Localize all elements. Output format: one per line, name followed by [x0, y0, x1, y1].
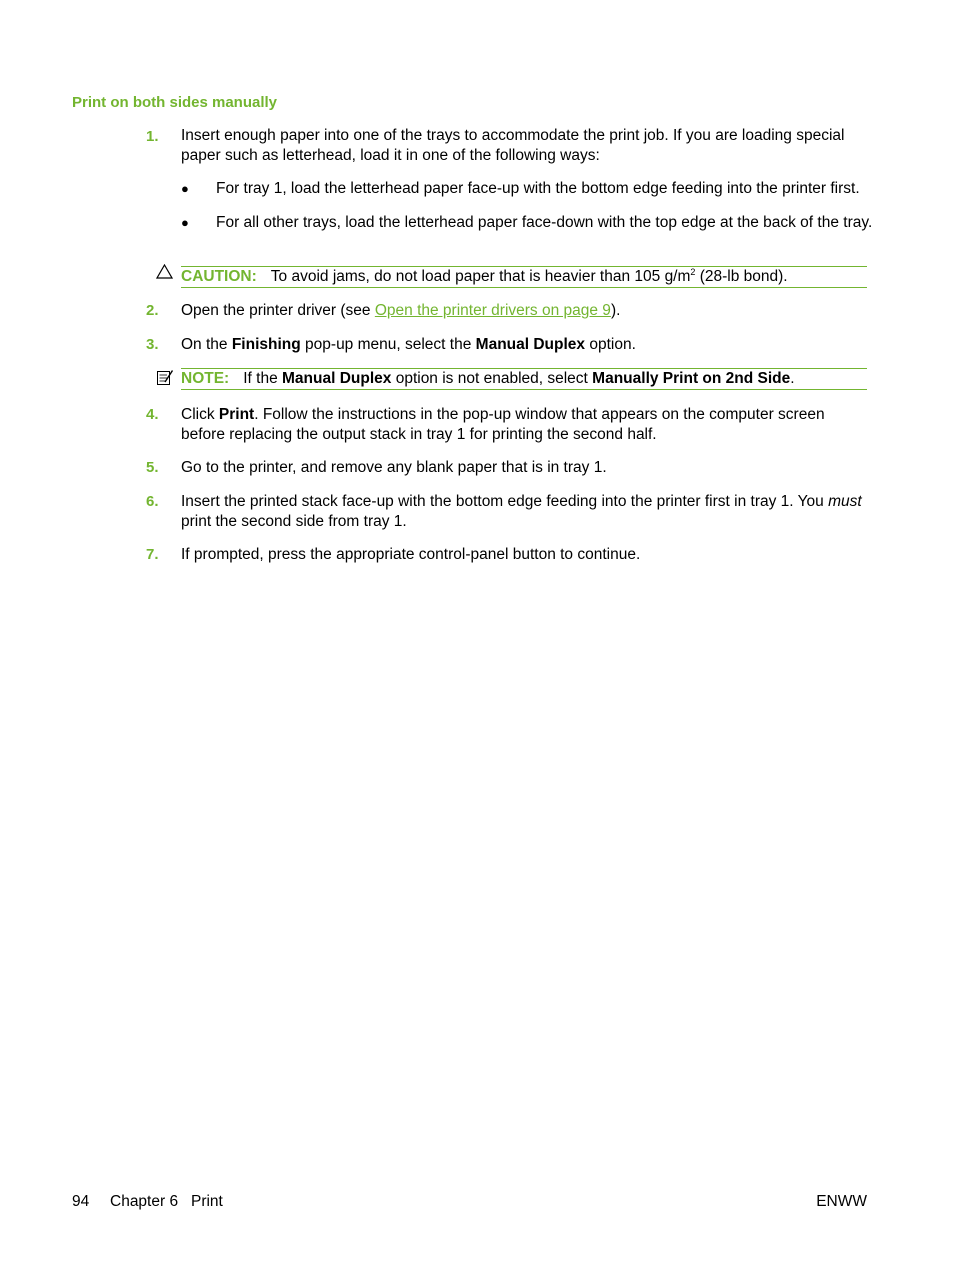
step-number: 5. — [146, 459, 159, 476]
text-run: . — [790, 370, 795, 387]
manually-print-label: Manually Print on 2nd Side — [592, 370, 791, 387]
caution-label: CAUTION: — [181, 268, 257, 285]
text-run: option. — [585, 336, 636, 353]
text-run: option is not enabled, select — [391, 370, 593, 387]
text-run: print the second side from tray 1. — [181, 512, 407, 530]
bullet-icon: ● — [181, 215, 189, 230]
step-text: Insert enough paper into one of the trays to accommodate the print job. If you are loading special paper such as letterhead, load it in one of the following ways: — [181, 127, 845, 164]
caution-superscript: 2 — [690, 267, 696, 277]
text-run: On the — [181, 336, 232, 353]
note-box — [181, 368, 867, 390]
step-number: 4. — [146, 406, 159, 423]
step-number: 6. — [146, 493, 159, 510]
step-text: If prompted, press the appropriate control-panel button to continue. — [181, 546, 641, 563]
finishing-menu-label: Finishing — [231, 336, 301, 353]
step-text-after: ). — [610, 302, 621, 319]
step-text: Go to the printer, and remove any blank paper that is in tray 1. — [181, 459, 607, 476]
step-text-before: Open the printer driver (see — [181, 302, 375, 319]
text-run: . Follow the instructions in the pop-up window that appears on the computer screen before replacing the output stack in tray 1 for printing the second half. — [181, 406, 825, 443]
driver-page-link[interactable]: Open the printer drivers on page 9 — [374, 302, 611, 319]
bullet-icon: ● — [181, 181, 189, 196]
page-number: 94 — [72, 1193, 90, 1210]
step-text — [181, 492, 871, 531]
manual-duplex-label: Manual Duplex — [475, 336, 586, 353]
footer-right-label: ENWW — [816, 1193, 867, 1210]
step-text — [181, 405, 871, 444]
caution-text: To avoid jams, do not load paper that is heavier than 105 g/m — [270, 268, 691, 285]
text-run: Insert the printed stack face-up with the bottom edge feeding into the printer first in tray 1. You — [181, 493, 829, 510]
bullet-text: For all other trays, load the letterhead paper face-down with the top edge at the back of the tray. — [216, 214, 873, 231]
step-number: 2. — [146, 302, 159, 319]
text-run: Click — [181, 406, 219, 423]
step-number: 7. — [146, 546, 159, 563]
caution-triangle-icon — [156, 264, 173, 284]
step-text — [181, 335, 871, 355]
step-number: 1. — [146, 128, 159, 145]
text-run: If the — [243, 370, 282, 387]
emphasis-text: must — [828, 493, 862, 510]
print-label: Print — [218, 406, 255, 423]
step-number: 3. — [146, 336, 159, 353]
text-run: pop-up menu, select the — [300, 336, 476, 353]
manual-duplex-label: Manual Duplex — [282, 370, 392, 387]
chapter-label: Chapter 6 Print — [110, 1193, 223, 1210]
step-text — [181, 301, 871, 321]
note-label: NOTE: — [181, 370, 230, 387]
note-pad-icon — [156, 369, 174, 391]
bullet-text: For tray 1, load the letterhead paper face-up with the bottom edge feeding into the printer first. — [216, 180, 860, 197]
section-heading: Print on both sides manually — [72, 94, 278, 111]
caution-text-after: (28-lb bond). — [695, 268, 788, 285]
caution-box — [181, 266, 867, 288]
